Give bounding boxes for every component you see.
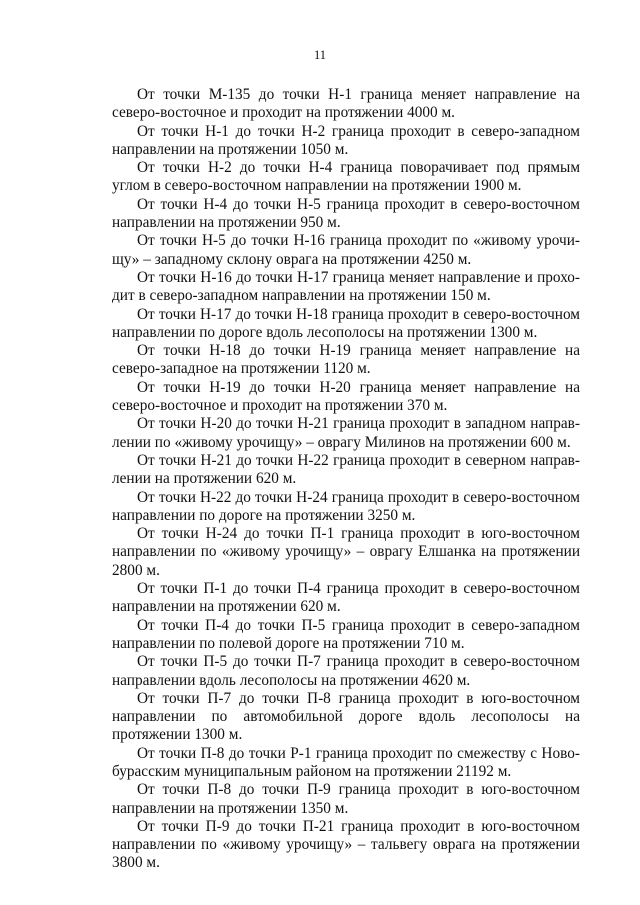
paragraph-13: От точки Н-24 до точки П-1 граница проходит в юго-восточном направлении по «живому урочищу» – оврагу Елшанка на протяжении 2800 м. xyxy=(112,525,580,579)
paragraph-3: От точки Н-2 до точки Н-4 граница поворачивает под прямым углом в северо-восточном направлении на протяжении 1900 м. xyxy=(112,159,580,195)
paragraph-10: От точки Н-20 до точки Н-21 граница проходит в западном направ-лении по «живому урочищу» – оврагу Милинов на протяжении 600 м. xyxy=(112,415,580,451)
paragraph-12: От точки Н-22 до точки Н-24 граница проходит в северо-восточном направлении по дороге на протяжении 3250 м. xyxy=(112,488,580,524)
paragraph-5: От точки Н-5 до точки Н-16 граница проходит по «живому урочи-щу» – западному склону оврага на протяжении 4250 м. xyxy=(112,232,580,268)
paragraph-2: От точки Н-1 до точки Н-2 граница проходит в северо-западном направлении на протяжении 1050 м. xyxy=(112,122,580,158)
paragraph-19: От точки П-8 до точки П-9 граница проходит в юго-восточном направлении на протяжении 1350 м. xyxy=(112,781,580,817)
paragraph-8: От точки Н-18 до точки Н-19 граница меняет направление на северо-западное на протяжении 1120 м. xyxy=(112,342,580,378)
page-number: 11 xyxy=(313,48,327,62)
paragraph-11: От точки Н-21 до точки Н-22 граница проходит в северном направ-лении на протяжении 620 м. xyxy=(112,451,580,488)
paragraph-14: От точки П-1 до точки П-4 граница проходит в северо-восточном направлении на протяжении 620 м. xyxy=(112,580,580,616)
paragraph-1: От точки М-135 до точки Н-1 граница меняет направление на северо-восточное и проходит на протяжении 4000 м. xyxy=(112,86,580,122)
paragraph-20: От точки П-9 до точки П-21 граница проходит в юго-восточном направлении по «живому урочищу» – тальвегу оврага на протяжении 3800 м. xyxy=(112,817,580,872)
paragraph-6: От точки Н-16 до точки Н-17 граница меняет направление и прохо-дит в северо-западном направлении на протяжении 150 м. xyxy=(112,268,580,305)
document-body xyxy=(112,86,580,873)
paragraph-7: От точки Н-17 до точки Н-18 граница проходит в северо-восточном направлении по дороге вдоль лесополосы на протяжении 1300 м. xyxy=(112,305,580,341)
paragraph-17: От точки П-7 до точки П-8 граница проходит в юго-восточном направлении по автомобильной дороге вдоль лесополосы на протяжении 1300 м. xyxy=(112,689,580,744)
paragraph-15: От точки П-4 до точки П-5 граница проходит в северо-западном направлении по полевой дороге на протяжении 710 м. xyxy=(112,616,580,652)
paragraph-4: От точки Н-4 до точки Н-5 граница проходит в северо-восточном направлении на протяжении 950 м. xyxy=(112,195,580,232)
paragraph-16: От точки П-5 до точки П-7 граница проходит в северо-восточном направлении вдоль лесополосы на протяжении 4620 м. xyxy=(112,653,580,689)
paragraph-18: От точки П-8 до точки Р-1 граница проходит по смежеству с Ново-бурасским муниципальным районом на протяжении 21192 м. xyxy=(112,744,580,780)
paragraph-9: От точки Н-19 до точки Н-20 граница меняет направление на северо-восточное и проходит на протяжении 370 м. xyxy=(112,378,580,415)
